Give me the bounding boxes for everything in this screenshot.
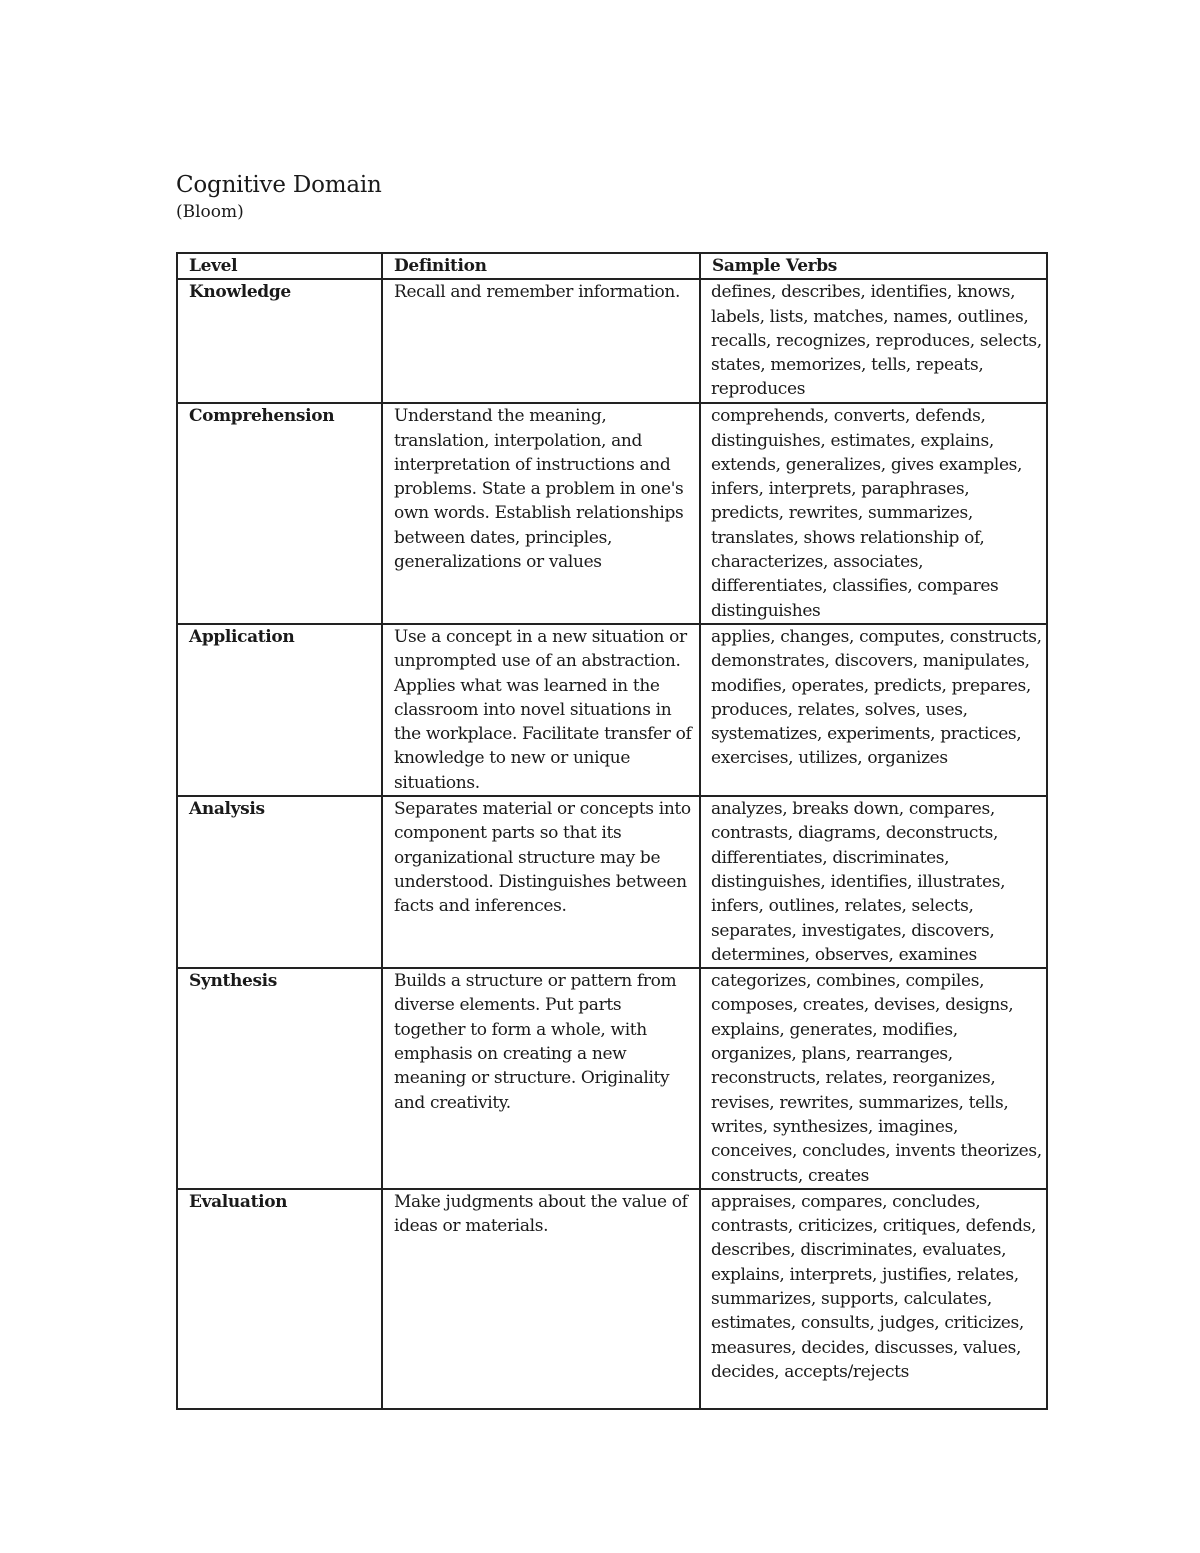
verbs-cell: defines, describes, identifies, knows, labels, lists, matches, names, outlines, recalls, recognizes, reproduces, selects, states, memorizes, tells, repeats, reproduces — [700, 279, 1047, 403]
verbs-cell: categorizes, combines, compiles, composes, creates, devises, designs, explains, generates, modifies, organizes, plans, rearranges, reconstructs, relates, reorganizes, revises, rewrites, summarizes, tells, writes, synthesizes, imagines, conceives, concludes, invents theorizes, constructs, creates — [700, 968, 1047, 1189]
level-cell: Synthesis — [177, 968, 382, 1189]
table-row — [177, 624, 1047, 796]
level-cell: Knowledge — [177, 279, 382, 403]
table-row — [177, 968, 1047, 1189]
definition-cell: Separates material or concepts into component parts so that its organizational structure may be understood. Distinguishes between facts and inferences. — [382, 796, 700, 968]
column-header-sample-verbs: Sample Verbs — [700, 253, 1047, 279]
document-page — [176, 170, 1046, 1382]
definition-cell: Use a concept in a new situation or unprompted use of an abstraction. Applies what was learned in the classroom into novel situations in the workplace. Facilitate transfer of knowledge to new or unique situations. — [382, 624, 700, 796]
table-row — [177, 279, 1047, 403]
definition-cell: Understand the meaning, translation, interpolation, and interpretation of instructions and problems. State a problem in one's own words. Establish relationships between dates, principles, generalizations or values — [382, 403, 700, 624]
table-row — [177, 403, 1047, 624]
definition-cell: Builds a structure or pattern from diverse elements. Put parts together to form a whole, with emphasis on creating a new meaning or structure. Originality and creativity. — [382, 968, 700, 1189]
page-title: Cognitive Domain — [176, 172, 382, 198]
bloom-table — [176, 252, 1048, 1410]
table-header-row — [177, 253, 1047, 279]
level-cell: Evaluation — [177, 1189, 382, 1409]
table-row — [177, 796, 1047, 968]
level-cell: Application — [177, 624, 382, 796]
verbs-cell: analyzes, breaks down, compares, contrasts, diagrams, deconstructs, differentiates, discriminates, distinguishes, identifies, illustrates, infers, outlines, relates, selects, separates, investigates, discovers, determines, observes, examines — [700, 796, 1047, 968]
verbs-cell: applies, changes, computes, constructs, demonstrates, discovers, manipulates, modifies, operates, predicts, prepares, produces, relates, solves, uses, systematizes, experiments, practices, exercises, utilizes, organizes — [700, 624, 1047, 796]
definition-cell: Make judgments about the value of ideas or materials. — [382, 1189, 700, 1409]
verbs-cell: comprehends, converts, defends, distinguishes, estimates, explains, extends, generalizes, gives examples, infers, interprets, paraphrases, predicts, rewrites, summarizes, translates, shows relationship of, characterizes, associates, differentiates, classifies, compares distinguishes — [700, 403, 1047, 624]
table-row — [177, 1189, 1047, 1409]
definition-cell: Recall and remember information. — [382, 279, 700, 403]
page-subtitle: (Bloom) — [176, 202, 244, 222]
verbs-cell: appraises, compares, concludes, contrasts, criticizes, critiques, defends, describes, discriminates, evaluates, explains, interprets, justifies, relates, summarizes, supports, calculates, estimates, consults, judges, criticizes, measures, decides, discusses, values, decides, accepts/rejects — [700, 1189, 1047, 1409]
column-header-level: Level — [177, 253, 382, 279]
level-cell: Analysis — [177, 796, 382, 968]
level-cell: Comprehension — [177, 403, 382, 624]
column-header-definition: Definition — [382, 253, 700, 279]
